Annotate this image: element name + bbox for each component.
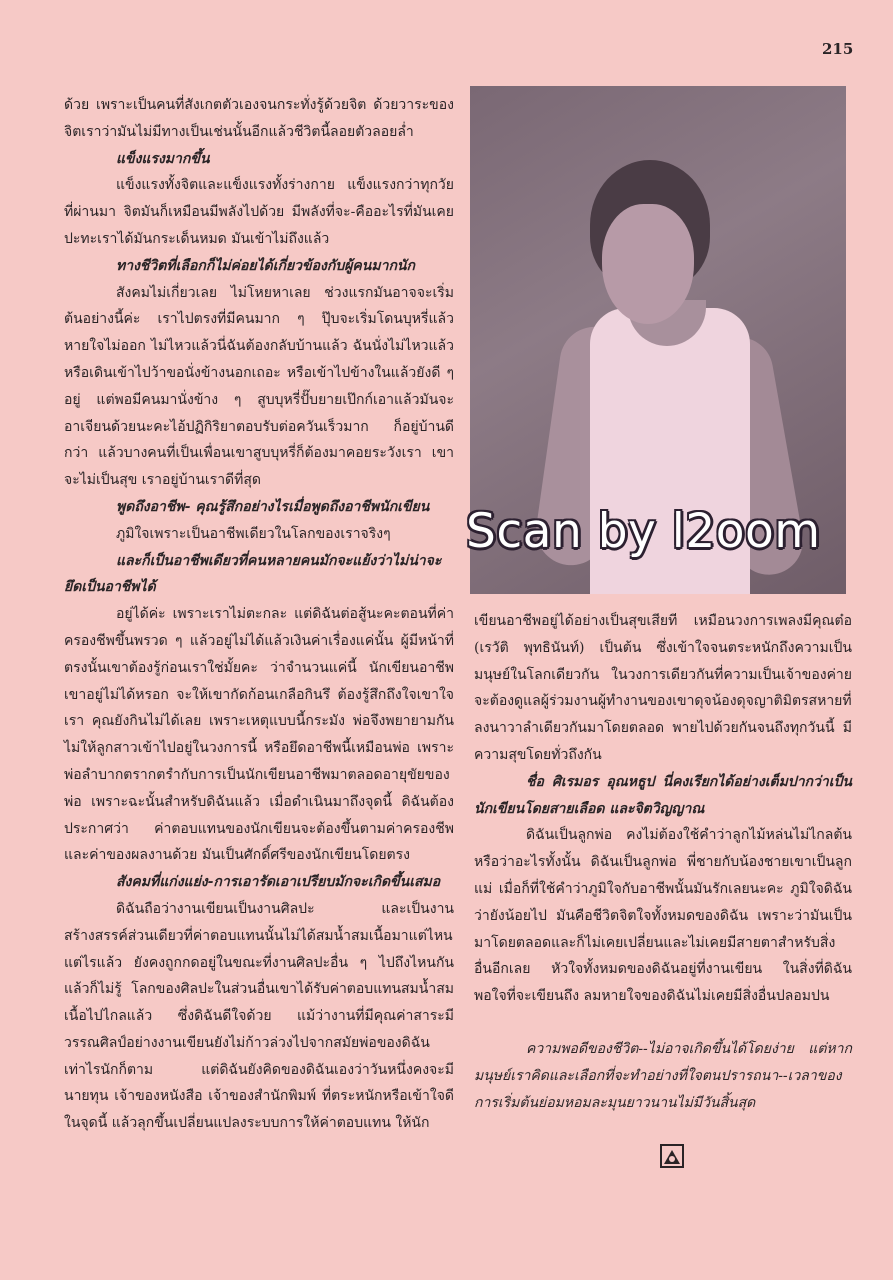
interview-question: พูดถึงอาชีพ- คุณรู้สึกอย่างไรเมื่อพูดถึงอาชีพนักเขียน xyxy=(116,498,430,515)
interview-question: ทางชีวิตที่เลือกก็ไม่ค่อยได้เกี่ยวข้องกับผู้คนมากนัก xyxy=(116,257,415,274)
interview-answer: ภูมิใจเพราะเป็นอาชีพเดียวในโลกของเราจริงๆ xyxy=(116,525,391,542)
interview-question: ชื่อ ศิเรมอร อุณหธูป นี่คงเรียกได้อย่างเต็มปากว่าเป็นนักเขียนโดยสายเลือด และจิตวิญญาณ xyxy=(474,773,852,817)
interview-answer: ดิฉันเป็นลูกพ่อ คงไม่ต้องใช้คำว่าลูกไม้หล่นไม่ไกลต้นหรือว่าอะไรทั้งนั้น ดิฉันเป็นลูกพ่อ พี่ชายกับน้องชายเขาเป็นลูกแม่ เมื่อก็ที่ใช้คำว่าภูมิใจกับอาชีพนั้นมันรักเลยนะคะ ภูมิใจดิฉันว่ายังน้อยไป มันคือชีวิตจิตใจทั้งหมดของดิฉัน เพราะว่ามันเป็นมาโดยตลอดและก็ไม่เคยเปลี่ยนและไม่เคยมีสายตาสำหรับสิ่งอื่นอีกเลย หัวใจทั้งหมดของดิฉันอยู่ที่งานเขียน ในสิ่งที่ดิฉันพอใจที่จะเขียนถึง ลมหายใจของดิฉันไม่เคยมีสิ่งอื่นปลอมปน xyxy=(474,827,852,1005)
page-number: 215 xyxy=(822,40,854,58)
interview-question: และก็เป็นอาชีพเดียวที่คนหลายคนมักจะแย้งว่าไม่น่าจะยึดเป็นอาชีพได้ xyxy=(64,552,442,596)
interview-answer: สังคมไม่เกี่ยวเลย ไม่โหยหาเลย ช่วงแรกมันอาจจะเริ่มต้นอย่างนี้ค่ะ เราไปตรงที่มีคนมาก ๆ ปุ๊บจะเริ่มโดนบุหรี่แล้วหายใจไม่ออก ไม่ไหวแล้วนี่ฉันต้องกลับบ้านแล้ว ฉันนั่งไม่ไหวแล้วหรือเดินเข้าไปว้าขอนั่งข้างนอกเถอะ หรือเข้าไปข้างในแล้วยังดี ๆ อยู่ แต่พอมีคนมานั่งข้าง ๆ สูบบุหรี่ปั๊บยายเป๊กก์เอาแล้วมันจะอาเจียนด้วยนะคะไอ้ปฏิกิริยาตอบรับต่อควันเร็วมาก ก็อยู่บ้านดีกว่า แล้วบางคนที่เป็นเพื่อนเขาสูบบุหรี่ก็ต้องมาคอยระวังเรา เขาจะไม่เป็นสุข เราอยู่บ้านเราดีที่สุด xyxy=(64,284,454,489)
end-ornament-icon xyxy=(660,1144,684,1168)
interview-question: แข็งแรงมากขึ้น xyxy=(116,150,210,167)
paragraph: ด้วย เพราะเป็นคนที่สังเกตตัวเองจนกระทั่งรู้ด้วยจิต ด้วยวาระของจิตเราว่ามันไม่มีทางเป็นเช่นนั้นอีกแล้วชีวิตนี้ลอยตัวลอยล่ำ xyxy=(64,97,454,140)
paragraph: เขียนอาชีพอยู่ได้อย่างเป็นสุขเสียที เหมือนวงการเพลงมีคุณต๋อ (เรวัติ พุทธินันท์) เป็นต้น ซึ่งเข้าใจจนตระหนักถึงความเป็นมนุษย์ในโลกเดียวกัน ในวงการเดียวกันที่ความเป็นเจ้าของค่ายจะต้องดูแลผู้ร่วมงานผู้ทำงานของเขาดุจน้องดุจญาติมิตรสหายที่ลงนาวาลำเดียวกันมาโดยตลอด พายไปด้วยกันจนถึงทุกวันนี้ มีความสุขโดยทั่วถึงกัน xyxy=(474,613,852,763)
interview-answer: ดิฉันถือว่างานเขียนเป็นงานศิลปะ และเป็นงานสร้างสรรค์ส่วนเดียวที่ค่าตอบแทนนั้นไม่ได้สมน้ำสมเนื้อมาแต่ไหนแต่ไรแล้ว ยังคงถูกกดอยู่ในขณะที่งานศิลปะอื่น ๆ ไปถึงไหนกันแล้วก็ไม่รู้ โลกของศิลปะในส่วนอื่นเขาได้รับค่าตอบแทนสมน้ำสมเนื้อไปไกลแล้ว ซึ่งดิฉันดีใจด้วย แม้ว่างานที่มีคุณค่าสาระมีวรรณศิลป์อย่างงานเขียนยังไม่ก้าวล่วงไปจากสมัยพ่อของดิฉันเท่าไรนักก็ตาม แต่ดิฉันยังคิดของดิฉันเองว่าวันหนึ่งคงจะมีนายทุน เจ้าของหนังสือ เจ้าของสำนักพิมพ์ ที่ตระหนักหรือเข้าใจดีในจุดนี้ แล้วลุกขึ้นเปลี่ยนแปลงระบบการให้ค่าตอบแทน ให้นัก xyxy=(64,900,454,1132)
right-column xyxy=(474,608,852,1116)
left-column xyxy=(64,92,454,1137)
interview-answer: อยู่ได้ค่ะ เพราะเราไม่ตะกละ แต่ดิฉันต่อสู้นะคะตอนที่ค่าครองชีพขึ้นพรวด ๆ แล้วอยู่ไม่ได้แล้วเงินค่าเรื่องแค่นั้น ผู้มีหน้าที่ตรงนั้นเขาต้องรู้ก่อนเราใช่มั้ยคะ ว่าจำนวนแค่นี้ นักเขียนอาชีพเขาอยู่ไม่ได้หรอก จะให้เขากัดก้อนเกลือกินรึ ต้องรู้สึกถึงใจเขาใจเรา คุณยังกินไม่ได้เลย เพราะเหตุแบบนี้กระมัง พ่อจึงพยายามกันไม่ให้ลูกสาวเข้าไปอยู่ในวงการนี้ หรือยึดอาชีพนี้เหมือนพ่อ เพราะพ่อลำบากตรากตรำกับการเป็นนักเขียนอาชีพมาตลอดอายุขัยของพ่อ เพราะฉะนั้นสำหรับดิฉันแล้ว เมื่อดำเนินมาถึงจุดนี้ ดิฉันต้องประกาศว่า ค่าตอบแทนของนักเขียนจะต้องขึ้นตามค่าครองชีพและค่าของผลงานด้วย มันเป็นศักดิ์ศรีของนักเขียนโดยตรง xyxy=(64,606,454,864)
closing-paragraph: ความพอดีของชีวิต--ไม่อาจเกิดขึ้นได้โดยง่าย แต่หากมนุษย์เราคิดและเลือกที่จะทำอย่างที่ใจตนปรารถนา--เวลาของการเริ่มต้นย่อมหอมละมุนยาวนานไม่มีวันสิ้นสุด xyxy=(474,1040,852,1111)
interview-question: สังคมที่แก่งแย่ง-การเอารัดเอาเปรียบมักจะเกิดขึ้นเสมอ xyxy=(116,874,441,891)
scan-watermark: Scan by l2oom xyxy=(466,504,821,559)
interview-answer: แข็งแรงทั้งจิตและแข็งแรงทั้งร่างกาย แข็งแรงกว่าทุกวัยที่ผ่านมา จิตมันก็เหมือนมีพลังไปด้วย มีพลังที่จะ-คืออะไรที่มันเคยปะทะเราได้มันกระเด็นหมด มันเข้าไม่ถึงแล้ว xyxy=(64,177,454,247)
